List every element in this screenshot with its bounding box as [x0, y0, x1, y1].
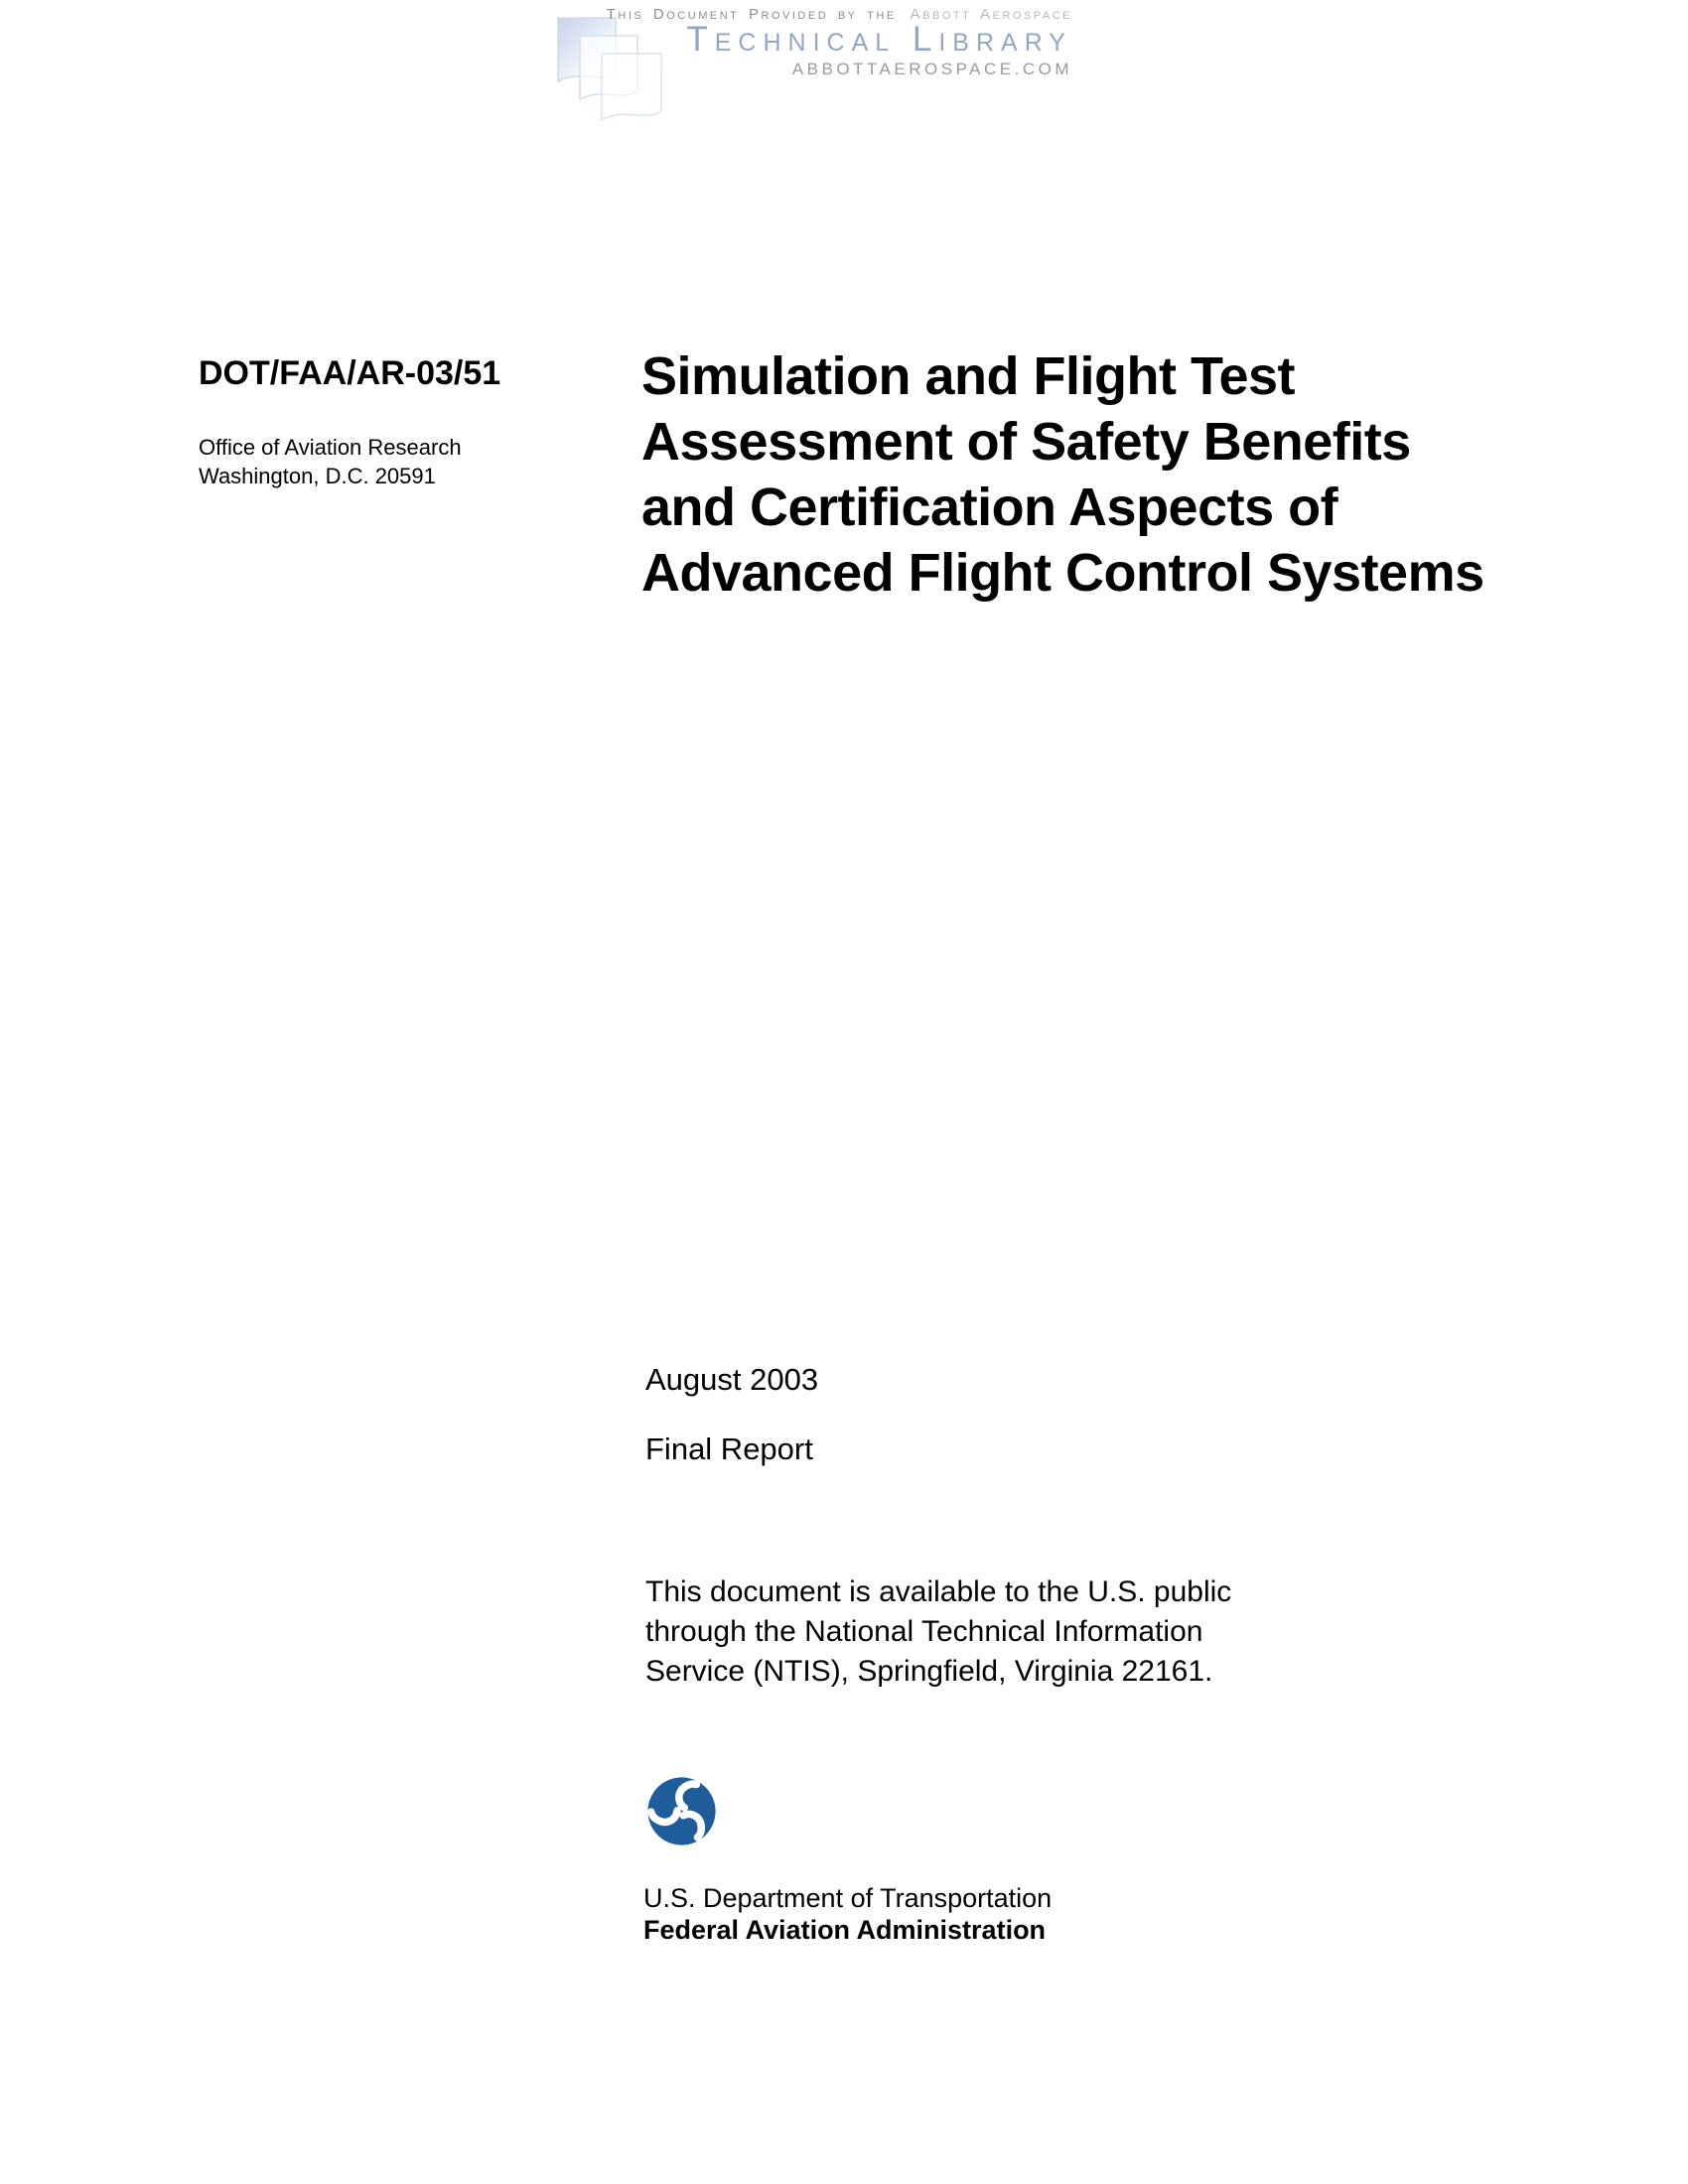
- availability-line: This document is available to the U.S. public: [645, 1575, 1232, 1608]
- provided-by-prefix: This Document Provided by the: [606, 6, 897, 23]
- report-title: [641, 343, 1484, 606]
- office-city-line: Washington, D.C. 20591: [199, 464, 436, 488]
- report-number: DOT/FAA/AR-03/51: [199, 354, 501, 392]
- report-type: Final Report: [645, 1432, 813, 1466]
- report-date: August 2003: [645, 1362, 819, 1397]
- availability-notice: [645, 1572, 1231, 1692]
- administration-line: Federal Aviation Administration: [643, 1915, 1047, 1945]
- office-line: Office of Aviation Research: [199, 435, 462, 460]
- agency-block: [643, 1882, 1052, 1946]
- us-dot-logo-icon: [646, 1776, 717, 1846]
- department-line: U.S. Department of Transportation: [643, 1883, 1053, 1913]
- report-title-line: Assessment of Safety Benefits: [641, 412, 1411, 472]
- office-address: [199, 433, 462, 490]
- technical-library-wordmark: Technical Library: [686, 20, 1072, 59]
- availability-line: Service (NTIS), Springfield, Virginia 22161.: [645, 1655, 1213, 1688]
- abbott-watermark-header: [607, 6, 1072, 78]
- watermark-website: ABBOTTAEROSPACE.COM: [791, 60, 1072, 78]
- report-title-line: and Certification Aspects of: [641, 478, 1338, 537]
- provided-by-org: Abbott Aerospace: [910, 6, 1072, 23]
- availability-line: through the National Technical Information: [645, 1615, 1203, 1648]
- report-title-line: Advanced Flight Control Systems: [641, 543, 1484, 603]
- report-title-line: Simulation and Flight Test: [641, 346, 1295, 406]
